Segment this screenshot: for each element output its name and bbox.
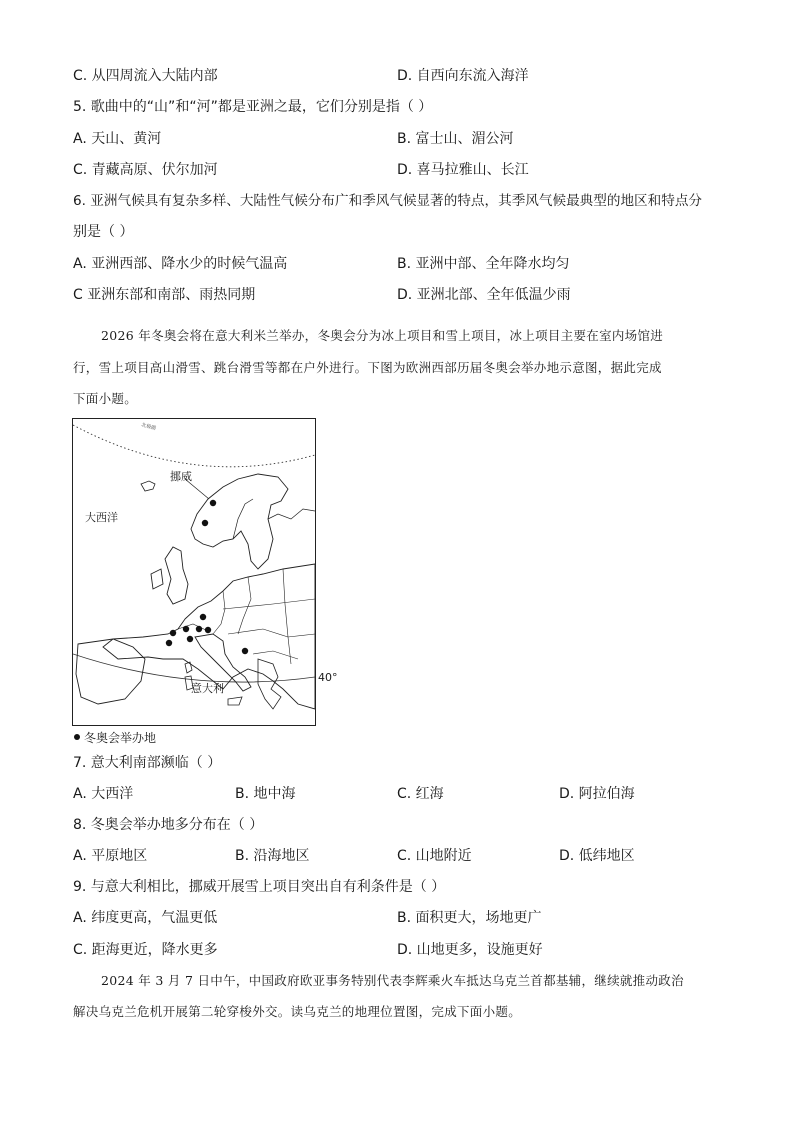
q7-option-a[interactable]: A. 大西洋 bbox=[73, 786, 134, 802]
sicily-shape bbox=[228, 697, 242, 705]
q6-option-d[interactable]: D. 亚洲北部、全年低温少雨 bbox=[397, 287, 571, 303]
passage1-line1: 2026 年冬奥会将在意大利米兰举办，冬奥会分为冰上项目和雪上项目，冰上项目主要在室内场馆进 bbox=[101, 328, 664, 343]
corsica-shape bbox=[185, 662, 192, 673]
host-marker-alps bbox=[200, 614, 206, 620]
host-marker-alps bbox=[196, 626, 202, 632]
passage1-line3: 下面小题。 bbox=[73, 391, 138, 406]
host-marker-alps bbox=[166, 640, 172, 646]
q5-option-a[interactable]: A. 天山、黄河 bbox=[73, 131, 162, 147]
italy-label: 意大利 bbox=[191, 682, 224, 695]
q9-option-a[interactable]: A. 纬度更高，气温更低 bbox=[73, 910, 218, 926]
border-line bbox=[283, 569, 291, 664]
latitude-40-label: 40° bbox=[318, 671, 338, 684]
q9-option-c[interactable]: C. 距海更近，降水更多 bbox=[73, 942, 218, 958]
border-line bbox=[228, 629, 315, 637]
norway-label: 挪威 bbox=[170, 470, 192, 483]
iceland-shape bbox=[141, 481, 155, 491]
passage1-line2: 行，雪上项目高山滑雪、跳台滑雪等都在户外进行。下图为欧洲西部历届冬奥会举办地示意图，据此完成 bbox=[73, 360, 662, 375]
balkans-shape bbox=[258, 659, 281, 709]
parallel-40-line bbox=[73, 654, 315, 682]
host-markers bbox=[166, 500, 248, 654]
great-britain-shape bbox=[165, 547, 188, 604]
finland-border bbox=[268, 509, 315, 519]
q5-option-c[interactable]: C. 青藏高原、伏尔加河 bbox=[73, 162, 218, 178]
q7-stem: 7. 意大利南部濒临（ ） bbox=[73, 755, 222, 771]
legend-dot-icon bbox=[74, 734, 80, 740]
q6-option-c[interactable]: C 亚洲东部和南部、雨热同期 bbox=[73, 287, 256, 303]
atlantic-label: 大西洋 bbox=[85, 511, 118, 524]
q8-option-d[interactable]: D. 低纬地区 bbox=[559, 848, 635, 864]
q6-stem-line1: 6. 亚洲气候具有复杂多样、大陆性气候分布广和季风气候显著的特点，其季风气候最典型的地区和特点分 bbox=[73, 193, 703, 209]
q7-option-d[interactable]: D. 阿拉伯海 bbox=[559, 786, 635, 802]
border-line bbox=[238, 577, 251, 634]
host-marker-norway-1 bbox=[210, 500, 216, 506]
iberia-shape bbox=[76, 639, 145, 704]
q5-option-b[interactable]: B. 富士山、湄公河 bbox=[397, 131, 514, 147]
q6-stem-line2: 别是（ ） bbox=[73, 224, 134, 240]
host-marker-alps bbox=[205, 627, 211, 633]
host-marker-norway-2 bbox=[202, 520, 208, 526]
norway-sweden-border bbox=[233, 499, 253, 539]
q4-option-c[interactable]: C. 从四周流入大陆内部 bbox=[73, 68, 218, 84]
q6-option-b[interactable]: B. 亚洲中部、全年降水均匀 bbox=[397, 256, 570, 272]
q5-option-d[interactable]: D. 喜马拉雅山、长江 bbox=[397, 162, 529, 178]
q5-stem: 5. 歌曲中的“山”和“河”都是亚洲之最，它们分别是指（ ） bbox=[73, 99, 433, 115]
q4-option-d[interactable]: D. 自西向东流入海洋 bbox=[397, 68, 529, 84]
q7-option-c[interactable]: C. 红海 bbox=[397, 786, 444, 802]
host-marker-alps bbox=[170, 630, 176, 636]
arctic-circle-line bbox=[73, 425, 315, 467]
host-marker-sarajevo bbox=[242, 648, 248, 654]
map-drawing bbox=[73, 419, 315, 725]
host-marker-alps bbox=[187, 636, 193, 642]
q9-stem: 9. 与意大利相比，挪威开展雪上项目突出自有利条件是（ ） bbox=[73, 879, 446, 895]
border-line bbox=[223, 599, 315, 609]
q8-stem: 8. 冬奥会举办地多分布在（ ） bbox=[73, 817, 264, 833]
arctic-circle-label: 北极圈 bbox=[140, 422, 157, 432]
passage2-line1: 2024 年 3 月 7 日中午，中国政府欧亚事务特别代表李辉乘火车抵达乌克兰首都基辅，继续就推动政治 bbox=[101, 973, 684, 988]
q7-option-b[interactable]: B. 地中海 bbox=[235, 786, 296, 802]
q8-option-c[interactable]: C. 山地附近 bbox=[397, 848, 472, 864]
border-line bbox=[253, 651, 298, 659]
q8-option-b[interactable]: B. 沿海地区 bbox=[235, 848, 310, 864]
legend-text: 冬奥会举办地 bbox=[84, 731, 157, 745]
q9-option-d[interactable]: D. 山地更多，设施更好 bbox=[397, 942, 543, 958]
europe-winter-olympics-map bbox=[72, 418, 316, 726]
border-line bbox=[178, 624, 208, 631]
passage2-line2: 解决乌克兰危机开展第二轮穿梭外交。读乌克兰的地理位置图，完成下面小题。 bbox=[73, 1004, 522, 1019]
map-legend bbox=[74, 730, 156, 746]
q9-option-b[interactable]: B. 面积更大，场地更广 bbox=[397, 910, 542, 926]
q6-option-a[interactable]: A. 亚洲西部、降水少的时候气温高 bbox=[73, 256, 288, 272]
q8-option-a[interactable]: A. 平原地区 bbox=[73, 848, 148, 864]
host-marker-alps bbox=[183, 626, 189, 632]
ireland-shape bbox=[151, 569, 163, 589]
